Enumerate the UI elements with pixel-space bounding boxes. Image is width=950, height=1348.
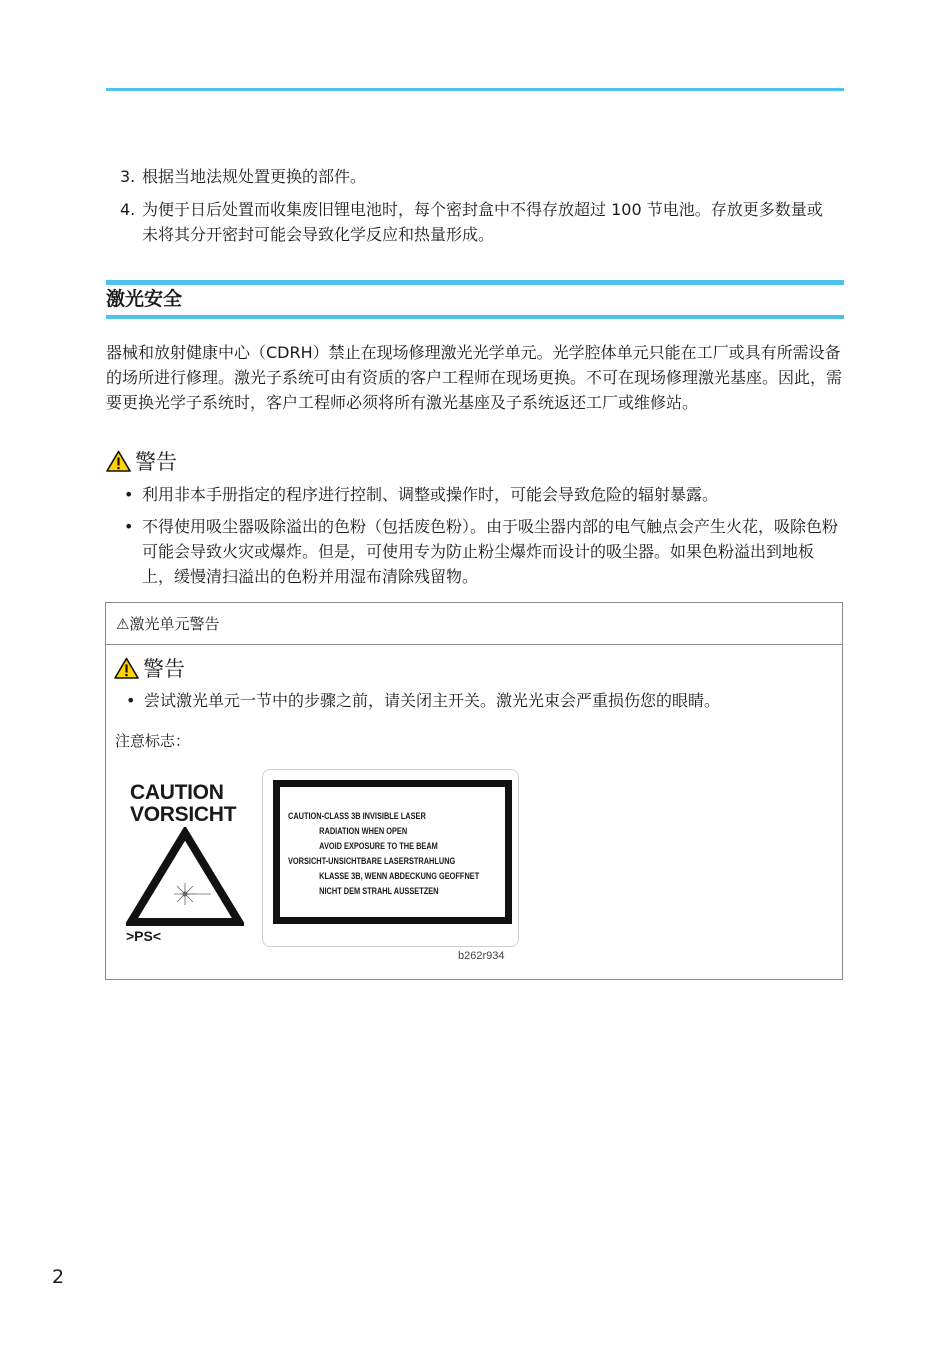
- label-line: RADIATION WHEN OPEN: [319, 826, 408, 836]
- list-item: [120, 197, 836, 247]
- box-warning-heading: [114, 653, 185, 683]
- label-line: NICHT DEM STRAHL AUSSETZEN: [319, 886, 439, 896]
- label-border: [273, 780, 512, 924]
- warning-triangle-icon: [114, 657, 139, 679]
- caution-title: [130, 782, 236, 826]
- section-rule-top: [106, 280, 844, 285]
- laser-hazard-icon: [126, 827, 244, 927]
- label-line: KLASSE 3B, WENN ABDECKUNG GEOFFNET: [319, 871, 480, 881]
- step-number: 3.: [120, 167, 136, 186]
- figure-code: b262r934: [458, 950, 505, 962]
- list-item: [126, 689, 826, 713]
- label-line: AVOID EXPOSURE TO THE BEAM: [319, 841, 438, 851]
- header-rule: [106, 88, 844, 91]
- bullet-text: 不得使用吸尘器吸除溢出的色粉（包括废色粉）。由于吸尘器内部的电气触点会产生火花，吸除色粉可能会导致火灾或爆炸。但是，可使用专为防止粉尘爆炸而设计的吸尘器。如果色粉溢出到地板上，缓慢清扫溢出的色粉并用湿布清除残留物。: [142, 517, 839, 586]
- vorsicht-text: VORSICHT: [130, 803, 237, 826]
- section-title: 激光安全: [106, 288, 183, 310]
- warning-label: 警告: [143, 657, 185, 681]
- step-number: 4.: [120, 200, 136, 219]
- warning-triangle-icon: [106, 450, 131, 472]
- list-item: [120, 164, 836, 189]
- bullet-dot: •: [124, 517, 134, 536]
- label-text: [288, 809, 480, 899]
- bullet-text: 尝试激光单元一节中的步骤之前，请关闭主开关。激光光束会严重损伤您的眼睛。: [144, 691, 721, 710]
- bullet-dot: •: [126, 691, 136, 710]
- list-item: [124, 482, 840, 507]
- bullet-text: 利用非本手册指定的程序进行控制、调整或操作时，可能会导致危险的辐射暴露。: [142, 485, 719, 504]
- warning-bullets: [124, 482, 840, 596]
- warning-label: 警告: [135, 450, 177, 474]
- bullet-dot: •: [124, 485, 134, 504]
- ps-mark: >PS<: [126, 928, 162, 944]
- caution-label-image: [116, 767, 256, 957]
- step-text: 为便于日后处置而收集废旧锂电池时，每个密封盒中不得存放超过 100 节电池。存放更多数量或未将其分开密封可能会导致化学反应和热量形成。: [142, 200, 823, 244]
- label-line: CAUTION-CLASS 3B INVISIBLE LASER: [288, 811, 426, 821]
- section-rule-bottom: [106, 315, 844, 319]
- label-line: VORSICHT-UNSICHTBARE LASERSTRAHLUNG: [288, 856, 456, 866]
- box-header: ⚠激光单元警告: [106, 603, 842, 645]
- numbered-steps: [120, 164, 836, 255]
- notice-label: 注意标志：: [115, 732, 191, 750]
- list-item: [124, 514, 840, 589]
- body-paragraph: 器械和放射健康中心（CDRH）禁止在现场修理激光光学单元。光学腔体单元只能在工厂或具有所需设备的场所进行修理。激光子系统可由有资质的客户工程师在现场更换。不可在现场修理激光基座。因此，需要更换光学子系统时，客户工程师必须将所有激光基座及子系统返还工厂或维修站。: [106, 343, 843, 412]
- step-text: 根据当地法规处置更换的部件。: [142, 167, 367, 186]
- caution-text: CAUTION: [130, 781, 224, 804]
- laser-warning-box: [105, 602, 843, 980]
- laser-class-label-image: [262, 769, 519, 947]
- page-number: 2: [52, 1266, 65, 1288]
- warning-heading: [106, 446, 177, 476]
